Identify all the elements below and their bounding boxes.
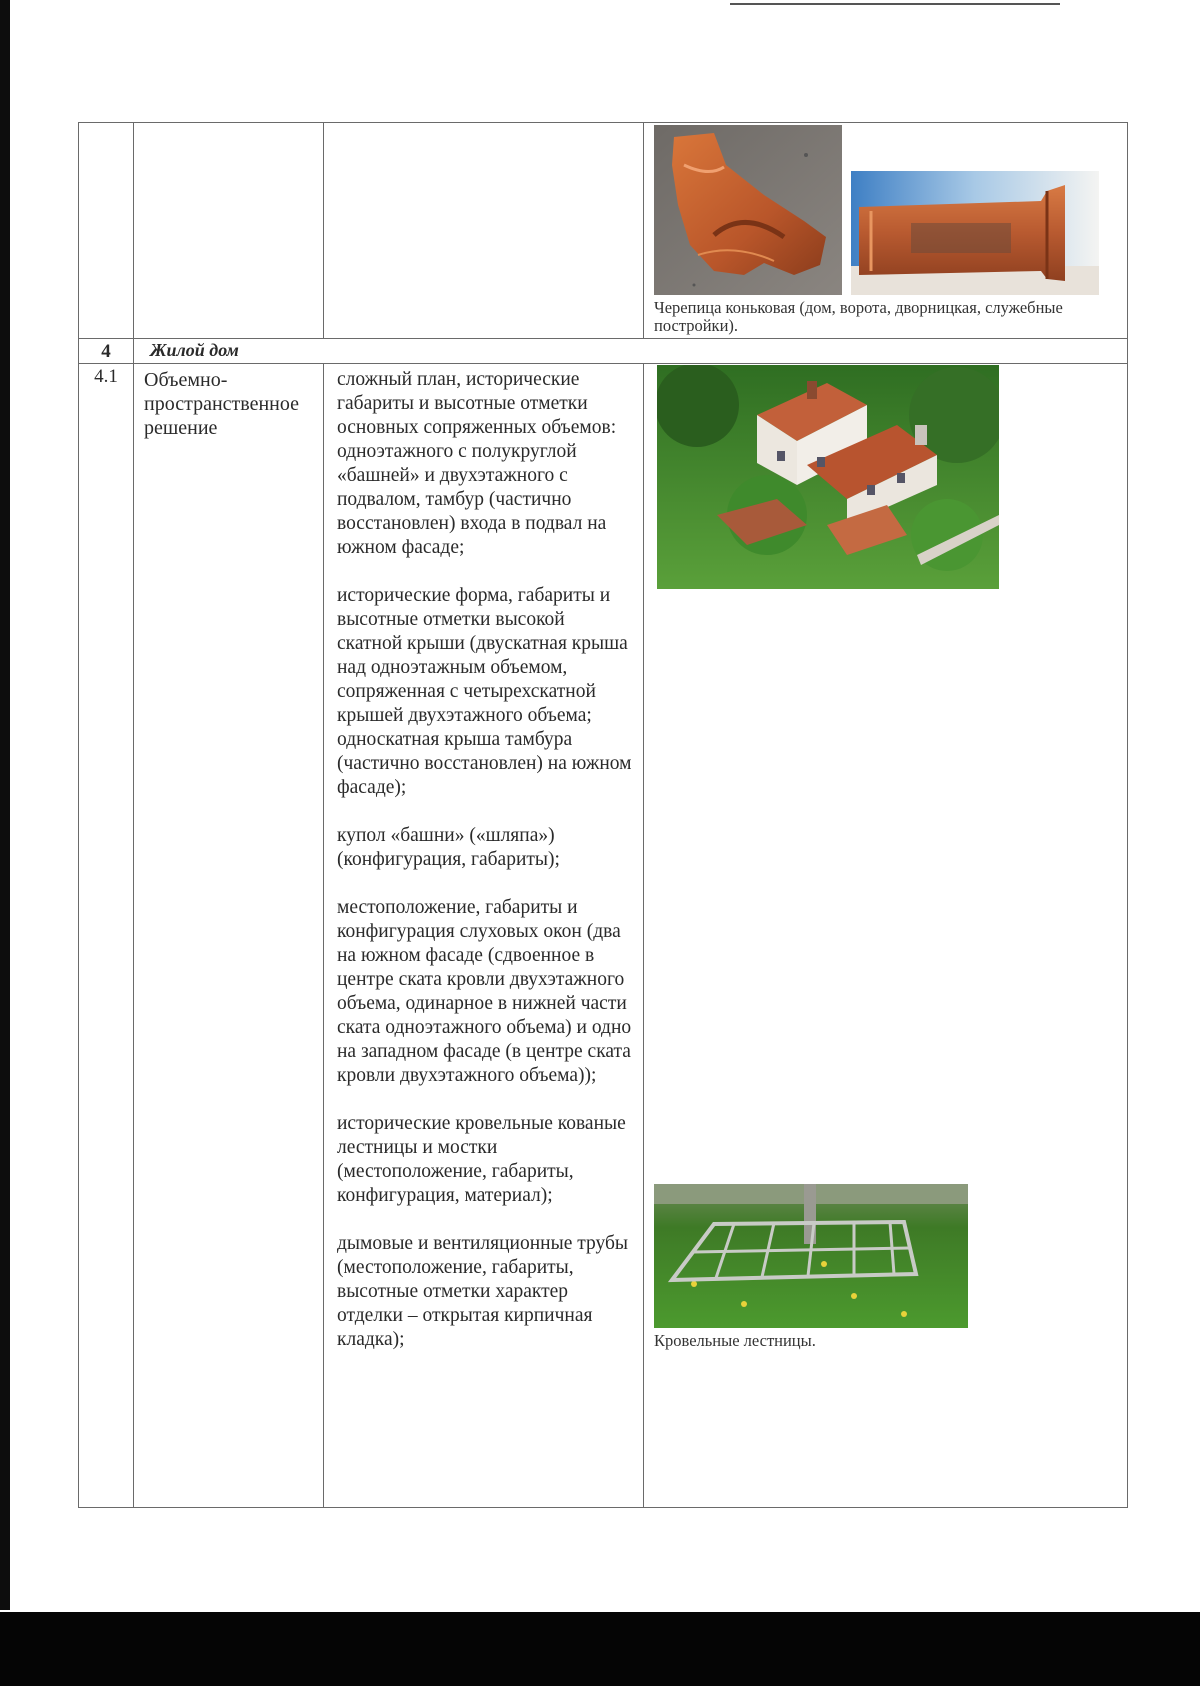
heritage-table bbox=[78, 122, 1128, 1508]
row-name: Объемно-пространственное решение bbox=[134, 364, 324, 1508]
roof-ladder-photo bbox=[654, 1184, 968, 1328]
description-paragraph: исторические форма, габариты и высотные отметки высокой скатной крыши (двускатная крыша над одноэтажным объемом, сопряженная с четырехскатной крышей двухэтажного объема; односкатная крыша тамбура (частично восстановлен) на южном фасаде); bbox=[337, 585, 632, 798]
roof-ladder-caption: Кровельные лестницы. bbox=[654, 1331, 816, 1350]
cell-images-ridge-tiles bbox=[644, 123, 1128, 339]
description-paragraph: дымовые и вентиляционные трубы (местоположение, габариты, высотные отметки характер отделки – открытая кирпичная кладка); bbox=[337, 1233, 628, 1350]
description-paragraph: купол «башни» («шляпа») (конфигурация, габариты); bbox=[337, 825, 560, 870]
scan-mark-top bbox=[730, 3, 1060, 5]
table-row-section-header bbox=[79, 339, 1128, 364]
table-row-ridge-tiles bbox=[79, 123, 1128, 339]
ridge-tile-photo-2 bbox=[851, 171, 1099, 295]
scan-border-bottom bbox=[0, 1612, 1200, 1686]
cell-name-empty bbox=[134, 123, 324, 339]
row-number: 4.1 bbox=[79, 364, 134, 1508]
row-description bbox=[324, 364, 644, 1508]
cell-images-house bbox=[644, 364, 1128, 1508]
description-paragraph: исторические кровельные кованые лестницы и мостки (местоположение, габариты, конфигурация, материал); bbox=[337, 1113, 626, 1206]
description-paragraph: сложный план, исторические габариты и высотные отметки основных сопряженных объемов: одноэтажного с полукруглой «башней» и двухэтажного с подвалом, тамбур (частично восстановлен) входа в подвал на южном фасаде; bbox=[337, 369, 617, 558]
description-paragraph: местоположение, габариты и конфигурация слуховых окон (два на южном фасаде (сдвоенное в центре ската кровли двухэтажного объема, одинарное в нижней части ската одноэтажного объема) и одно на западном фасаде (в центре ската кровли двухэтажного объема)); bbox=[337, 897, 632, 1086]
ridge-tile-caption: Черепица коньковая (дом, ворота, дворницкая, служебные постройки). bbox=[654, 298, 1063, 335]
scan-border-left bbox=[0, 0, 10, 1610]
house-aerial-photo bbox=[657, 365, 999, 589]
section-title: Жилой дом bbox=[134, 339, 1128, 364]
section-number: 4 bbox=[79, 339, 134, 364]
table-row-4-1 bbox=[79, 364, 1128, 1508]
cell-description-empty bbox=[324, 123, 644, 339]
cell-number-empty bbox=[79, 123, 134, 339]
ridge-tile-photo-1 bbox=[654, 125, 842, 295]
